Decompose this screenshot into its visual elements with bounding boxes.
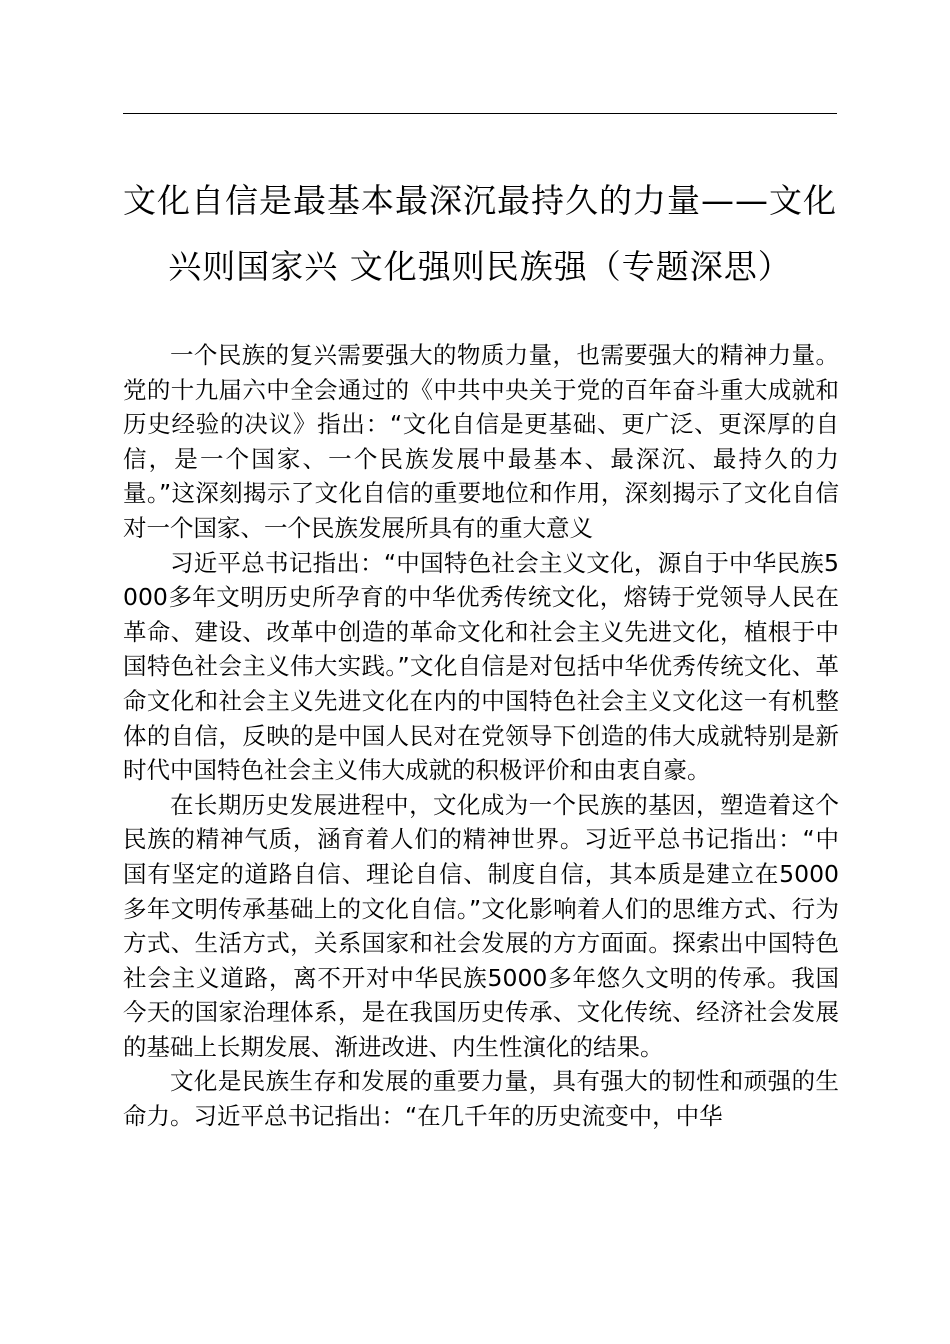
paragraph-2: 习近平总书记指出：“中国特色社会主义文化，源自于中华民族5000多年文明历史所孕育的中华优秀传统文化，熔铸于党领导人民在革命、建设、改革中创造的革命文化和社会主义先进文化，植根于中国特色社会主义伟大实践。”文化自信是对包括中华优秀传统文化、革命文化和社会主义先进文化在内的中国特色社会主义文化这一有机整体的自信，反映的是中国人民对在党领导下创造的伟大成就特别是新时代中国特色社会主义伟大成就的积极评价和由衷自豪。 <box>123 548 839 785</box>
header-rule <box>123 113 837 114</box>
paragraph-3: 在长期历史发展进程中，文化成为一个民族的基因，塑造着这个民族的精神气质，涵育着人们的精神世界。习近平总书记指出：“中国有坚定的道路自信、理论自信、制度自信，其本质是建立在5000多年文明传承基础上的文化自信。”文化影响着人们的思维方式、行为方式、生活方式，关系国家和社会发展的方方面面。探索出中国特色社会主义道路，离不开对中华民族5000多年悠久文明的传承。我国今天的国家治理体系，是在我国历史传承、文化传统、经济社会发展的基础上长期发展、渐进改进、内生性演化的结果。 <box>123 790 839 1061</box>
article-body <box>123 338 839 1134</box>
article-title: 文化自信是最基本最深沉最持久的力量——文化兴则国家兴 文化强则民族强（专题深思） <box>123 181 837 286</box>
paragraph-4: 文化是民族生存和发展的重要力量，具有强大的韧性和顽强的生命力。习近平总书记指出：“在几千年的历史流变中，中华 <box>123 1067 839 1131</box>
paragraph-1: 一个民族的复兴需要强大的物质力量，也需要强大的精神力量。党的十九届六中全会通过的《中共中央关于党的百年奋斗重大成就和历史经验的决议》指出：“文化自信是更基础、更广泛、更深厚的自信，是一个国家、一个民族发展中最基本、最深沉、最持久的力量。”这深刻揭示了文化自信的重要地位和作用，深刻揭示了文化自信对一个国家、一个民族发展所具有的重大意义 <box>123 341 839 542</box>
